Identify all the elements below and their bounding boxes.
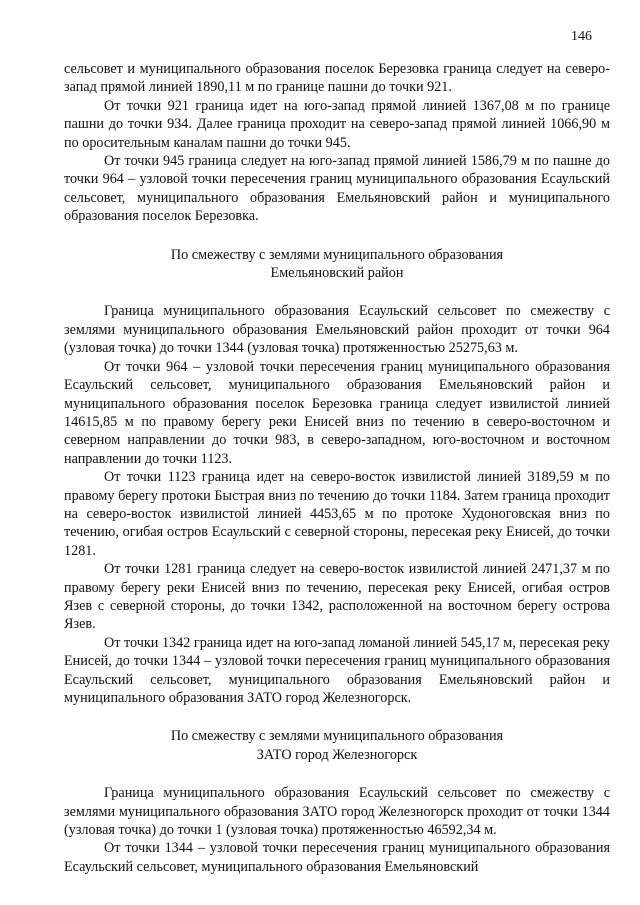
paragraph-truncated: От точки 1344 – узловой точки пересечения границ муниципального образования Есаульский сельсовет, муниципального образования Емельяновский — [64, 840, 610, 875]
section-heading-zheleznogorsk — [64, 727, 610, 764]
paragraph: От точки 1123 граница идет на северо-восток извилистой линией 3189,59 м по правому берегу протоки Быстрая вниз по течению до точки 1184. Затем граница проходит на северо-восток извилистой линией 4453,65 м по протоке Худоноговская вниз по течению, огибая остров Есаульский с северной стороны, пересекая реку Енисей, до точки 1281. — [64, 469, 610, 559]
paragraph: От точки 945 граница следует на юго-запад прямой линией 1586,79 м по пашне до точки 964 – узловой точки пересечения границ муниципального образования Есаульский сельсовет, муниципального образования Емельяновский район и муниципального образования поселок Березовка. — [64, 153, 610, 225]
section-heading-emelyanovsky — [64, 246, 610, 283]
paragraph: От точки 921 граница идет на юго-запад прямой линией 1367,08 м по границе пашни до точки 934. Далее граница проходит на северо-запад прямой линией 1066,90 м по оросительным каналам пашни до точки 945. — [64, 97, 610, 151]
section-heading-line: По смежеству с землями муниципального образования — [170, 728, 504, 745]
document-body — [64, 60, 610, 876]
paragraph: От точки 964 – узловой точки пересечения границ муниципального образования Есаульский сельсовет, муниципального образования Емельяновский район и муниципального образования поселок Березовка граница следует извилистой линией 14615,85 м по правому берегу реки Енисей вниз по течению в северо-восточном и северном направлении до точки 983, в северо-западном, юго-восточном и восточном направлении до точки 1123. — [64, 358, 610, 467]
paragraph: От точки 1281 граница следует на северо-восток извилистой линией 2471,37 м по правому берегу реки Енисей вниз по течению, пересекая реку Енисей, огибая остров Язев с северной стороны, до точки 1342, расположенной на восточном берегу острова Язев. — [64, 561, 610, 633]
spacer — [64, 226, 610, 246]
spacer — [64, 282, 610, 302]
paragraph-continuation: сельсовет и муниципального образования поселок Березовка граница следует на северо-запад прямой линией 1890,11 м по границе пашни до точки 921. — [64, 61, 610, 96]
section-heading-line: Емельяновский район — [270, 265, 404, 282]
page-number: 146 — [571, 29, 592, 44]
paragraph: От точки 1342 граница идет на юго-запад ломаной линией 545,17 м, пересекая реку Енисей, до точки 1344 – узловой точки пересечения границ муниципального образования Есаульский сельсовет, муниципального образования Емельяновский район и муниципального образования ЗАТО город Железногорск. — [64, 634, 610, 706]
paragraph: Граница муниципального образования Есаульский сельсовет по смежеству с землями муниципального образования ЗАТО город Железногорск проходит от точки 1344 (узловая точка) до точки 1 (узловая точка) протяженностью 46592,34 м. — [64, 785, 610, 839]
paragraph: Граница муниципального образования Есаульский сельсовет по смежеству с землями муниципального образования Емельяновский район проходит от точки 964 (узловая точка) до точки 1344 (узловая точка) протяженностью 25275,63 м. — [64, 303, 610, 357]
section-heading-line: По смежеству с землями муниципального образования — [170, 246, 504, 263]
section-heading-line: ЗАТО город Железногорск — [256, 746, 418, 763]
spacer — [64, 764, 610, 784]
spacer — [64, 707, 610, 727]
